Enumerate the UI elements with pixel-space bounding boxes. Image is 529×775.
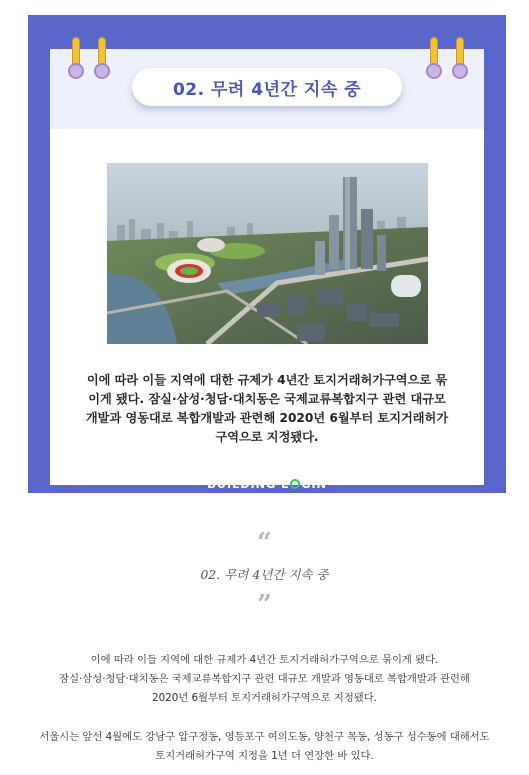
binder-ring-icon: [94, 37, 110, 83]
body-line: 잠실·삼성·청담·대치동은 국제교류복합지구 관련 대규모 개발과 영동대로 복합개발과 관련해: [59, 673, 470, 685]
body-paragraph: [0, 728, 529, 766]
binder-ring-icon: [68, 37, 84, 83]
card-paragraph-line: 이게 됐다. 잠실·삼성·청담·대치동은 국제교류복합지구 관련 대규모: [88, 392, 446, 406]
body-paragraph: [0, 651, 529, 708]
binder-ring-icon: [452, 37, 468, 83]
card-title: 02. 무려 4년간 지속 중: [172, 79, 362, 100]
body-line: 이에 따라 이들 지역에 대한 규제가 4년간 토지거래허가구역으로 묶이게 됐다.: [90, 654, 439, 666]
close-quote-icon: ”: [257, 590, 272, 620]
body-line: 서울시는 앞선 4월에도 강남구 압구정동, 영등포구 여의도동, 양천구 목동, 성동구 성수동에 대해서도: [39, 731, 490, 743]
card-paragraph: [72, 371, 462, 447]
card-title-pill: [132, 68, 402, 106]
body-line: 2020년 6월부터 토지거래허가구역으로 지정됐다.: [152, 692, 377, 704]
aerial-city-photo: [107, 163, 428, 344]
card-paragraph-line: 구역으로 지정됐다.: [215, 430, 319, 444]
binder-ring-icon: [426, 37, 442, 83]
brand-logo-left: BUILDING L: [207, 477, 290, 491]
body-line: 토지거래허가구역 지정을 1년 더 연장한 바 있다.: [155, 750, 374, 762]
brand-logo-o-icon: [290, 479, 300, 489]
section-subtitle: 02. 무려 4년간 지속 중: [200, 567, 329, 582]
card-paragraph-line: 이에 따라 이들 지역에 대한 규제가 4년간 토지거래허가구역으로 묶: [86, 373, 448, 387]
brand-logo-right: GIN: [301, 477, 327, 491]
open-quote-icon: “: [257, 528, 272, 558]
brand-logo: [28, 474, 506, 494]
card-paragraph-line: 개발과 영동대로 복합개발과 관련해 2020년 6월부터 토지거래허가: [85, 411, 449, 425]
